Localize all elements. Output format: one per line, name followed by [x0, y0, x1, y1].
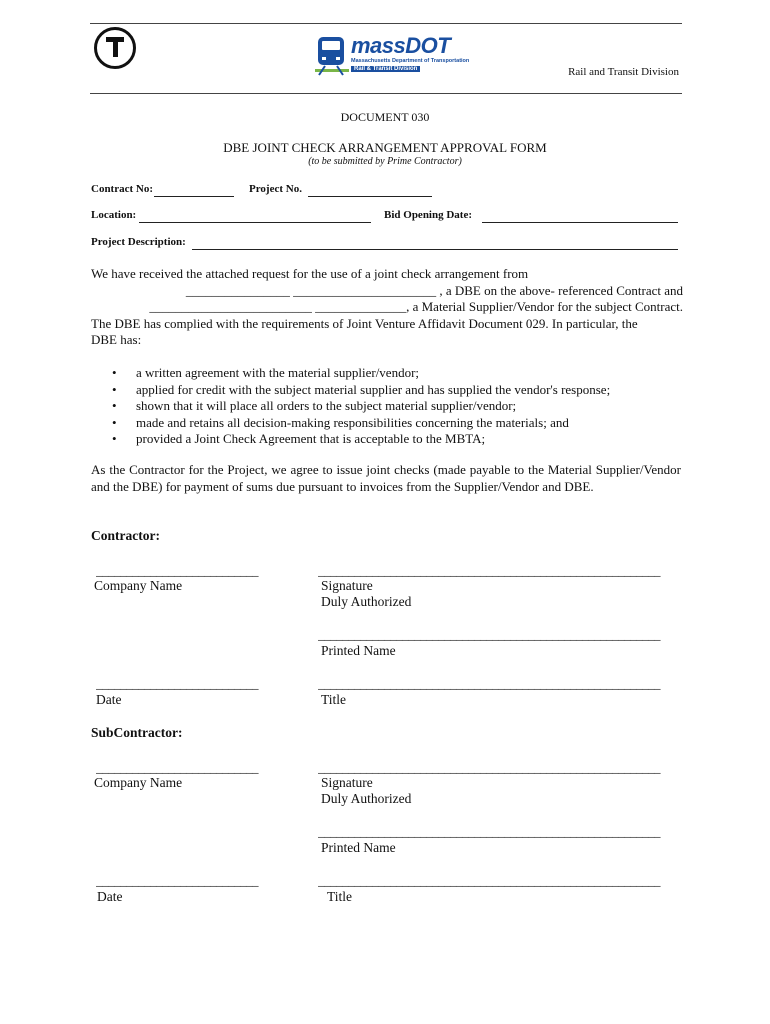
project-description-label: Project Description:	[91, 236, 186, 248]
request-paragraph	[91, 266, 683, 349]
request-line-5: DBE has:	[91, 332, 142, 347]
brand-sub-2	[351, 66, 420, 72]
contract-no-field[interactable]	[154, 196, 234, 197]
brand-sub-1: Massachusetts Department of Transportation	[351, 58, 470, 64]
project-no-label: Project No.	[249, 183, 302, 195]
request-line-2: ________________ ______________________ , a DBE on the above- referenced Contract and	[185, 282, 683, 298]
contractor-heading: Contractor:	[91, 528, 160, 543]
contractor-signature-label: Signature	[321, 578, 373, 593]
subcontractor-signature-line[interactable]: _________________________________________________________	[318, 760, 660, 775]
list-item: • shown that it will place all orders to the subject material supplier/vendor;	[112, 398, 682, 415]
request-line-1: We have received the attached request for the use of a joint check arrangement from	[91, 266, 529, 281]
subcontractor-company-name-line[interactable]: ___________________________	[96, 760, 258, 775]
contractor-title-label: Title	[321, 692, 347, 707]
subcontractor-printed-name-label: Printed Name	[321, 840, 396, 855]
subcontractor-date-line[interactable]: ___________________________	[96, 873, 258, 888]
mbta-t-logo-icon	[94, 27, 136, 69]
division-name: Rail and Transit Division	[568, 66, 679, 78]
project-no-field[interactable]	[308, 196, 432, 197]
subcontractor-date-label: Date	[97, 889, 123, 904]
contractor-signature-line[interactable]: _________________________________________________________	[318, 563, 660, 578]
contractor-company-name-label: Company Name	[94, 578, 183, 593]
bid-opening-date-field[interactable]	[482, 222, 678, 223]
contractor-date-line[interactable]: ___________________________	[96, 676, 258, 691]
contractor-title-line[interactable]: _________________________________________________________	[318, 676, 660, 691]
header-rule	[90, 93, 682, 94]
project-description-field[interactable]	[192, 249, 678, 250]
subcontractor-company-name-label: Company Name	[94, 775, 183, 790]
subcontractor-title-label: Title	[327, 889, 353, 904]
brand-name: massDOT	[351, 33, 451, 58]
train-icon	[315, 33, 351, 77]
contract-no-label: Contract No:	[91, 183, 154, 195]
document-number: DOCUMENT 030	[340, 110, 430, 124]
subcontractor-signature-label: Signature	[321, 775, 373, 790]
subcontractor-title-line[interactable]: _________________________________________________________	[318, 873, 660, 888]
agreement-paragraph: As the Contractor for the Project, we agree to issue joint checks (made payable to the Material Supplier/Vendor and the DBE) for payment of sums due pursuant to invoices from the Supplier/Vendor and DBE.	[91, 462, 681, 494]
request-line-4: The DBE has complied with the requirements of Joint Venture Affidavit Document 029. In particular, the	[91, 315, 638, 331]
subcontractor-printed-name-line[interactable]: _________________________________________________________	[318, 824, 660, 839]
subcontractor-duly-authorized-label: Duly Authorized	[321, 791, 412, 806]
document-title: DBE JOINT CHECK ARRANGEMENT APPROVAL FORM	[223, 140, 547, 155]
request-line-3: _________________________ ______________, a Material Supplier/Vendor for the subject Contract.	[149, 299, 683, 314]
t-stem	[113, 40, 118, 57]
brand-sub-2-text: Rail & Transit Division	[354, 66, 418, 72]
contractor-duly-authorized-label: Duly Authorized	[321, 594, 412, 609]
bid-opening-date-label: Bid Opening Date:	[384, 209, 473, 221]
contractor-company-name-line[interactable]: ___________________________	[96, 563, 258, 578]
massdot-logo	[315, 33, 475, 79]
location-label: Location:	[91, 209, 137, 221]
subcontractor-heading: SubContractor:	[91, 725, 183, 740]
top-rule	[90, 23, 682, 24]
list-item: • applied for credit with the subject material supplier and has supplied the vendor's response;	[112, 382, 682, 399]
contractor-printed-name-line[interactable]: _________________________________________________________	[318, 627, 660, 642]
document-subtitle: (to be submitted by Prime Contractor)	[308, 156, 462, 167]
location-field[interactable]	[139, 222, 371, 223]
contractor-printed-name-label: Printed Name	[321, 643, 396, 658]
requirements-list	[112, 365, 682, 448]
list-item: • made and retains all decision-making responsibilities concerning the materials; and	[112, 415, 682, 432]
list-item: • a written agreement with the material supplier/vendor;	[112, 365, 682, 382]
contractor-date-label: Date	[96, 692, 122, 707]
list-item: • provided a Joint Check Agreement that is acceptable to the MBTA;	[112, 431, 682, 448]
